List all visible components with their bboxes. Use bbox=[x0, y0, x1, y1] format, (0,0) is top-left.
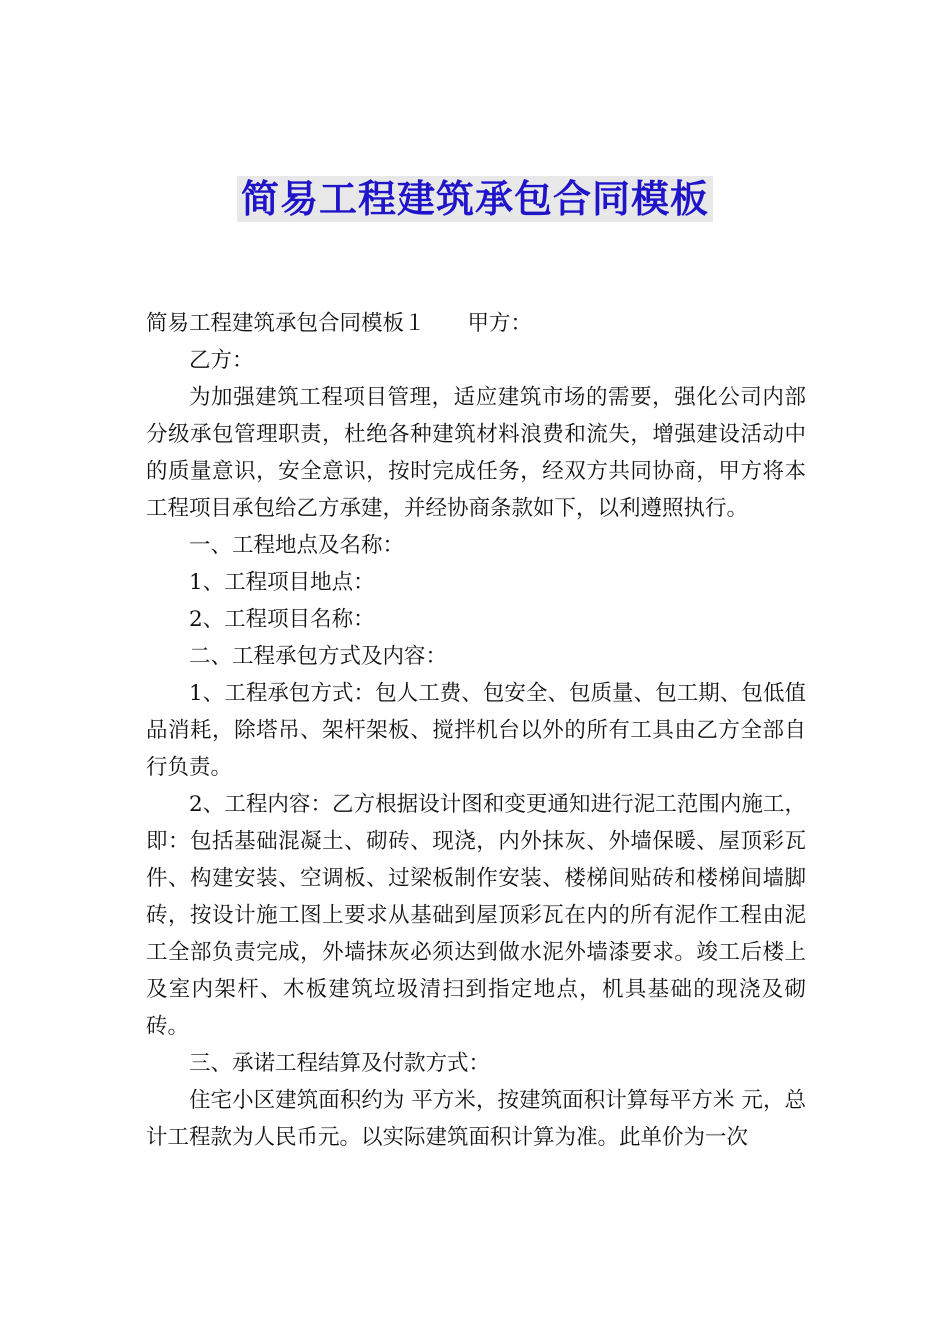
paragraph-contract-method: 1、工程承包方式：包人工费、包安全、包质量、包工期、包低值品消耗，除塔吊、架杆架板、搅拌机台以外的所有工具由乙方全部自行负责。 bbox=[146, 681, 806, 780]
party-a-label: 甲方： bbox=[467, 311, 533, 336]
paragraph-work-content: 2、工程内容：乙方根据设计图和变更通知进行泥工范围内施工，即：包括基础混凝土、砌砖、现浇，内外抹灰、外墙保暖、屋顶彩瓦件、构建安装、空调板、过梁板制作安装、楼梯间贴砖和楼梯间墙脚砖，按设计施工图上要求从基础到屋顶彩瓦在内的所有泥作工程由泥工全部负责完成，外墙抹灰必须达到做水泥外墙漆要求。竣工后楼上及室内架杆、木板建筑垃圾清扫到指定地点，机具基础的现浇及砌砖。 bbox=[146, 792, 806, 1039]
heading-line bbox=[146, 305, 806, 342]
paragraph-intro: 为加强建筑工程项目管理，适应建筑市场的需要，强化公司内部分级承包管理职责，杜绝各种建筑材料浪费和流失，增强建设活动中的质量意识，安全意识，按时完成任务，经双方共同协商，甲方将本工程项目承包给乙方承建，并经协商条款如下，以利遵照执行。 bbox=[146, 385, 806, 521]
section-heading-2: 二、工程承包方式及内容： bbox=[189, 644, 448, 669]
document-title: 简易工程建筑承包合同模板 bbox=[237, 176, 713, 222]
section-heading-3: 三、承诺工程结算及付款方式： bbox=[189, 1051, 491, 1076]
party-b-label: 乙方： bbox=[189, 348, 254, 373]
contract-subtitle: 简易工程建筑承包合同模板１ bbox=[146, 311, 426, 336]
list-item: 1、工程项目地点： bbox=[189, 570, 375, 595]
list-item: 2、工程项目名称： bbox=[189, 607, 375, 632]
document-body bbox=[146, 305, 806, 1156]
section-heading-1: 一、工程地点及名称： bbox=[189, 533, 405, 558]
title-container bbox=[0, 176, 950, 222]
paragraph-settlement: 住宅小区建筑面积约为 平方米，按建筑面积计算每平方米 元，总计工程款为人民币元。以实际建筑面积计算为准。此单价为一次 bbox=[146, 1088, 806, 1150]
